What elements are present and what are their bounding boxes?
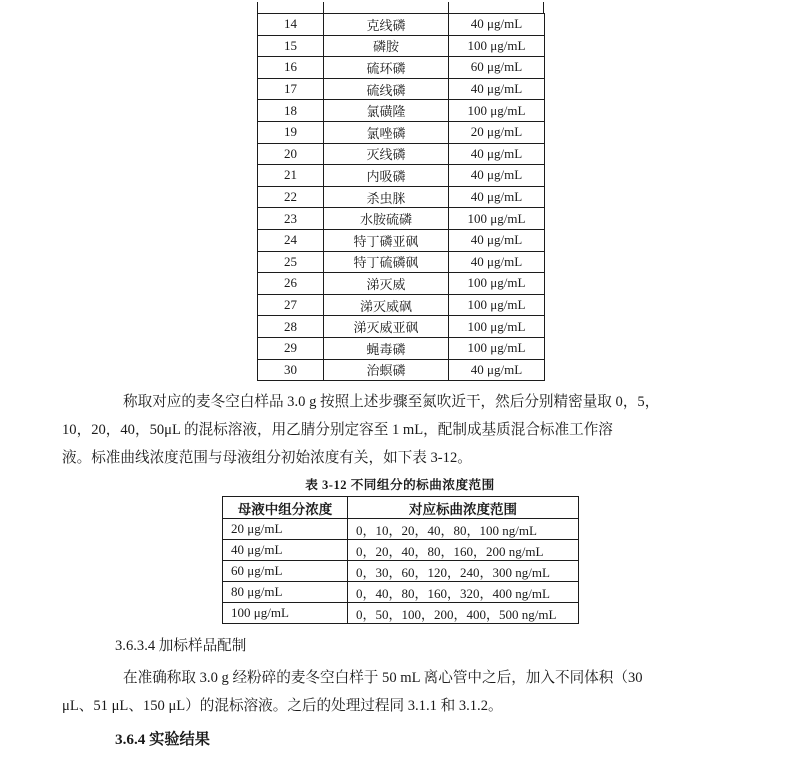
table-continuation-line xyxy=(257,2,258,13)
text-line: 10，20，40，50μL 的混标溶液，用乙腈分别定容至 1 mL，配制成基质混合标准工作溶 xyxy=(62,422,613,438)
table-row xyxy=(223,582,579,603)
table-cell: 100 μg/mL xyxy=(449,294,545,316)
table-cell: 100 μg/mL xyxy=(449,316,545,338)
table-continuation-line xyxy=(543,2,544,13)
table-cell: 60 μg/mL xyxy=(223,561,348,582)
table-cell: 30 xyxy=(258,359,324,381)
table-cell: 17 xyxy=(258,78,324,100)
table-cell: 0，30，60，120，240，300 ng/mL xyxy=(348,561,579,582)
table-cell: 涕灭威亚砜 xyxy=(324,316,449,338)
table-cell: 16 xyxy=(258,57,324,79)
table-cell: 40 μg/mL xyxy=(449,359,545,381)
table-cell: 100 μg/mL xyxy=(449,35,545,57)
table-row xyxy=(258,359,545,381)
table-cell: 100 μg/mL xyxy=(449,337,545,359)
table-cell: 水胺硫磷 xyxy=(324,208,449,230)
table-cell: 内吸磷 xyxy=(324,165,449,187)
section-heading-3-6-3-4: 3.6.3.4 加标样品配制 xyxy=(115,638,247,654)
table-continuation-line xyxy=(448,2,449,13)
table-cell: 氯磺隆 xyxy=(324,100,449,122)
table-cell: 19 xyxy=(258,121,324,143)
table-row xyxy=(258,57,545,79)
table-cell: 20 xyxy=(258,143,324,165)
table-cell: 涕灭威砜 xyxy=(324,294,449,316)
table-row xyxy=(258,316,545,338)
table-cell: 杀虫脒 xyxy=(324,186,449,208)
paragraph-spiked-sample-prep xyxy=(62,664,752,720)
text-line: 称取对应的麦冬空白样品 3.0 g 按照上述步骤至氮吹近干，然后分别精密量取 0，5， xyxy=(123,394,660,410)
table-cell: 100 μg/mL xyxy=(449,208,545,230)
table-cell: 24 xyxy=(258,229,324,251)
table-cell: 15 xyxy=(258,35,324,57)
calibration-range-table xyxy=(222,496,579,624)
table-row xyxy=(258,337,545,359)
table-row xyxy=(258,35,545,57)
table-cell: 特丁磷亚砜 xyxy=(324,229,449,251)
pesticide-concentration-table xyxy=(257,13,545,381)
table-cell: 23 xyxy=(258,208,324,230)
table-cell: 100 μg/mL xyxy=(449,273,545,295)
table-cell: 26 xyxy=(258,273,324,295)
table-cell: 硫线磷 xyxy=(324,78,449,100)
table-3-12-caption: 表 3-12 不同组分的标曲浓度范围 xyxy=(305,478,495,492)
table-row xyxy=(223,561,579,582)
table-cell: 特丁硫磷砜 xyxy=(324,251,449,273)
text-line: 液。标准曲线浓度范围与母液组分初始浓度有关，如下表 3-12。 xyxy=(62,450,472,466)
table-row xyxy=(258,208,545,230)
table-row xyxy=(223,540,579,561)
table-cell: 40 μg/mL xyxy=(449,14,545,36)
column-header-stock-concentration: 母液中组分浓度 xyxy=(223,497,348,519)
table-cell: 40 μg/mL xyxy=(449,165,545,187)
table-cell: 0，50，100，200，400，500 ng/mL xyxy=(348,603,579,624)
text-line: 在准确称取 3.0 g 经粉碎的麦冬空白样于 50 mL 离心管中之后，加入不同体积（30 xyxy=(123,670,643,686)
table-row xyxy=(223,603,579,624)
table-cell: 14 xyxy=(258,14,324,36)
table-cell: 22 xyxy=(258,186,324,208)
table-cell: 涕灭威 xyxy=(324,273,449,295)
text-line: μL、51 μL、150 μL）的混标溶液。之后的处理过程同 3.1.1 和 3.1.2。 xyxy=(62,698,503,714)
table-row xyxy=(258,251,545,273)
table-cell: 0，10，20，40，80，100 ng/mL xyxy=(348,519,579,540)
section-heading-3-6-4: 3.6.4 实验结果 xyxy=(115,731,210,748)
table-row xyxy=(258,229,545,251)
table-row xyxy=(258,294,545,316)
table-row xyxy=(258,273,545,295)
table-cell: 治螟磷 xyxy=(324,359,449,381)
paragraph-matrix-standard-prep xyxy=(62,388,752,472)
table-cell: 40 μg/mL xyxy=(449,143,545,165)
table-cell: 20 μg/mL xyxy=(223,519,348,540)
table-cell: 灭线磷 xyxy=(324,143,449,165)
table-cell: 100 μg/mL xyxy=(449,100,545,122)
table-cell: 硫环磷 xyxy=(324,57,449,79)
table-cell: 20 μg/mL xyxy=(449,121,545,143)
table-row xyxy=(258,78,545,100)
table-row xyxy=(258,186,545,208)
table-cell: 27 xyxy=(258,294,324,316)
table-cell: 40 μg/mL xyxy=(449,186,545,208)
table-row xyxy=(223,519,579,540)
table-row xyxy=(258,121,545,143)
table-cell: 60 μg/mL xyxy=(449,57,545,79)
table-cell: 磷胺 xyxy=(324,35,449,57)
table-cell: 克线磷 xyxy=(324,14,449,36)
table-row xyxy=(258,165,545,187)
table-cell: 0，20，40，80，160，200 ng/mL xyxy=(348,540,579,561)
table-cell: 氯唑磷 xyxy=(324,121,449,143)
table-cell: 21 xyxy=(258,165,324,187)
table-row xyxy=(258,100,545,122)
table-row xyxy=(258,14,545,36)
table-continuation-line xyxy=(323,2,324,13)
table-header-row xyxy=(223,497,579,519)
table-cell: 40 μg/mL xyxy=(449,251,545,273)
table-cell: 40 μg/mL xyxy=(449,229,545,251)
table-cell: 蝇毒磷 xyxy=(324,337,449,359)
table-cell: 40 μg/mL xyxy=(223,540,348,561)
column-header-curve-range: 对应标曲浓度范围 xyxy=(348,497,579,519)
table-row xyxy=(258,143,545,165)
table-cell: 40 μg/mL xyxy=(449,78,545,100)
table-cell: 80 μg/mL xyxy=(223,582,348,603)
table-cell: 0，40，80，160，320，400 ng/mL xyxy=(348,582,579,603)
table-cell: 25 xyxy=(258,251,324,273)
table-cell: 100 μg/mL xyxy=(223,603,348,624)
table-cell: 28 xyxy=(258,316,324,338)
table-cell: 29 xyxy=(258,337,324,359)
table-cell: 18 xyxy=(258,100,324,122)
